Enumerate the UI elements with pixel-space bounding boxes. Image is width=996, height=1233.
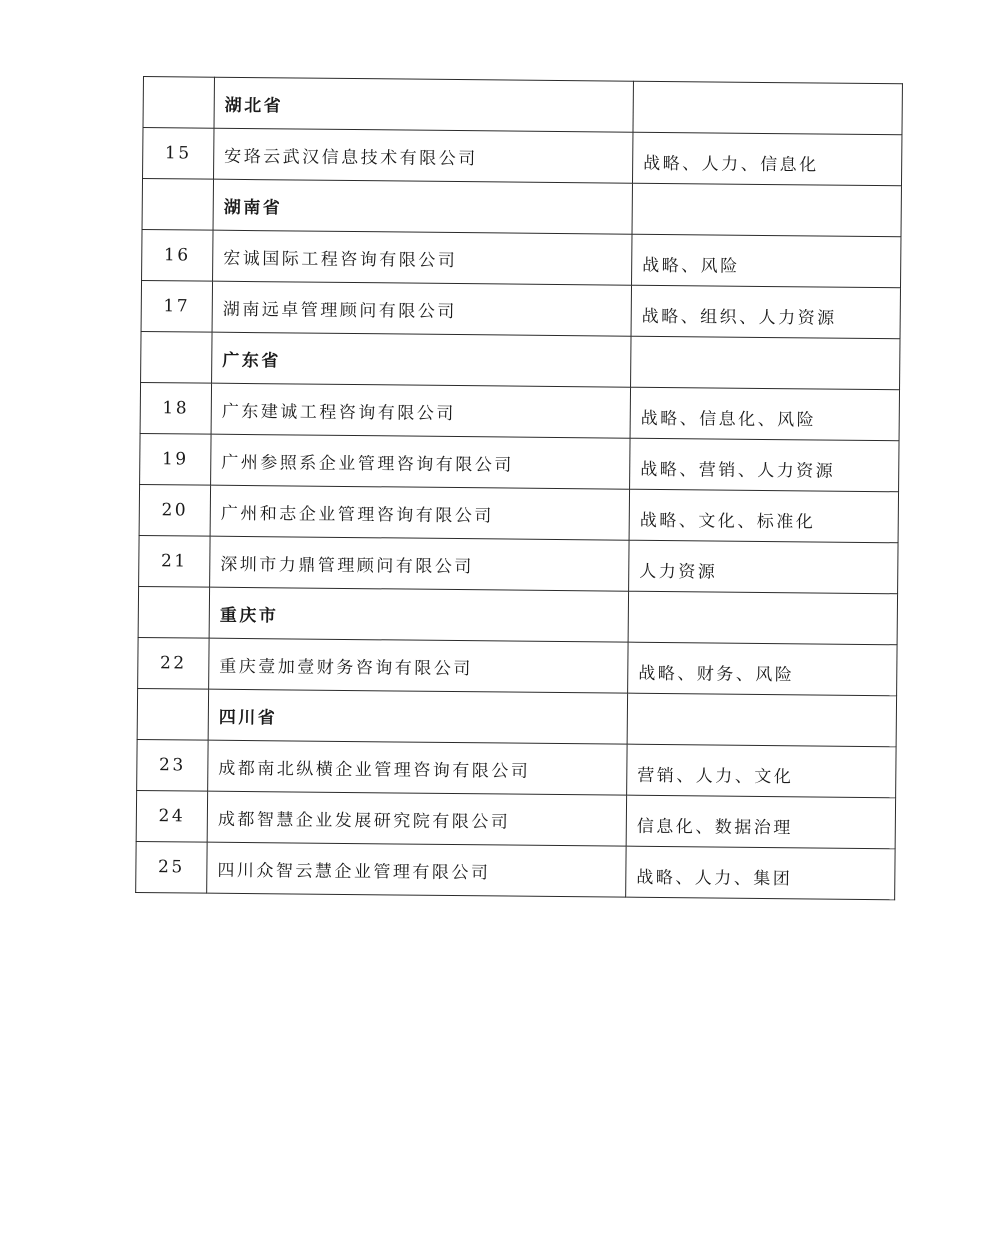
table-row: [138, 637, 897, 695]
row-number-cell: [141, 331, 212, 383]
service-field-cell: 战略、营销、人力资源: [630, 438, 899, 492]
service-field-cell: 战略、人力、集团: [626, 846, 895, 900]
company-name-cell: 重庆壹加壹财务咨询有限公司: [209, 638, 628, 693]
row-number-cell: 19: [140, 433, 211, 485]
service-field-cell: 战略、人力、信息化: [632, 132, 901, 186]
company-name-cell: 宏诚国际工程咨询有限公司: [213, 230, 632, 285]
row-number-cell: 21: [139, 535, 210, 587]
row-number-cell: 24: [136, 790, 207, 842]
company-name-cell: 成都智慧企业发展研究院有限公司: [207, 791, 626, 846]
company-name-cell: 广州和志企业管理咨询有限公司: [210, 485, 629, 540]
region-name-cell: 四川省: [208, 689, 627, 744]
service-field-cell: 战略、文化、标准化: [629, 489, 898, 543]
company-name-cell: 成都南北纵横企业管理咨询有限公司: [208, 740, 627, 795]
table-row: [139, 535, 898, 593]
service-field-cell: [632, 183, 901, 237]
service-field-cell: 战略、信息化、风险: [630, 387, 899, 441]
region-name-cell: 重庆市: [209, 587, 628, 642]
row-number-cell: 18: [140, 382, 211, 434]
company-name-cell: 广东建诚工程咨询有限公司: [211, 383, 630, 438]
row-number-cell: [138, 586, 209, 638]
table-row: [139, 484, 898, 542]
table-row-region: [138, 586, 897, 644]
table-row-region: [141, 331, 900, 389]
row-number-cell: [142, 179, 213, 231]
service-field-cell: 信息化、数据治理: [626, 795, 895, 849]
service-field-cell: 战略、财务、风险: [628, 642, 897, 696]
table-row: [136, 790, 895, 848]
table-row: [140, 382, 899, 440]
service-field-cell: [631, 336, 900, 390]
table-row-region: [137, 688, 896, 746]
row-number-cell: 25: [136, 841, 207, 893]
table-row-region: [143, 77, 902, 135]
row-number-cell: 22: [138, 637, 209, 689]
company-name-cell: 安珞云武汉信息技术有限公司: [214, 128, 633, 183]
row-number-cell: 15: [143, 128, 214, 180]
company-name-cell: 深圳市力鼎管理顾问有限公司: [210, 536, 629, 591]
service-field-cell: [627, 693, 896, 747]
table-row: [136, 841, 895, 899]
service-field-cell: 人力资源: [629, 540, 898, 594]
service-field-cell: 营销、人力、文化: [627, 744, 896, 798]
row-number-cell: 20: [139, 484, 210, 536]
region-name-cell: 广东省: [212, 332, 631, 387]
region-name-cell: 湖南省: [213, 179, 632, 234]
company-name-cell: 四川众智云慧企业管理有限公司: [207, 842, 626, 897]
service-field-cell: 战略、组织、人力资源: [631, 285, 900, 339]
consulting-firm-table: [135, 76, 903, 900]
row-number-cell: 16: [142, 229, 213, 281]
table-row: [141, 280, 900, 338]
table-row: [142, 229, 901, 287]
company-name-cell: 广州参照系企业管理咨询有限公司: [211, 434, 630, 489]
service-field-cell: [628, 591, 897, 645]
row-number-cell: 23: [137, 739, 208, 791]
table-row: [143, 128, 902, 186]
service-field-cell: [633, 81, 902, 135]
table-row-region: [142, 179, 901, 237]
row-number-cell: [143, 77, 214, 129]
row-number-cell: [137, 688, 208, 740]
service-field-cell: 战略、风险: [632, 234, 901, 288]
table-row: [137, 739, 896, 797]
region-name-cell: 湖北省: [214, 77, 633, 132]
table-row: [140, 433, 899, 491]
company-name-cell: 湖南远卓管理顾问有限公司: [212, 281, 631, 336]
row-number-cell: 17: [141, 280, 212, 332]
